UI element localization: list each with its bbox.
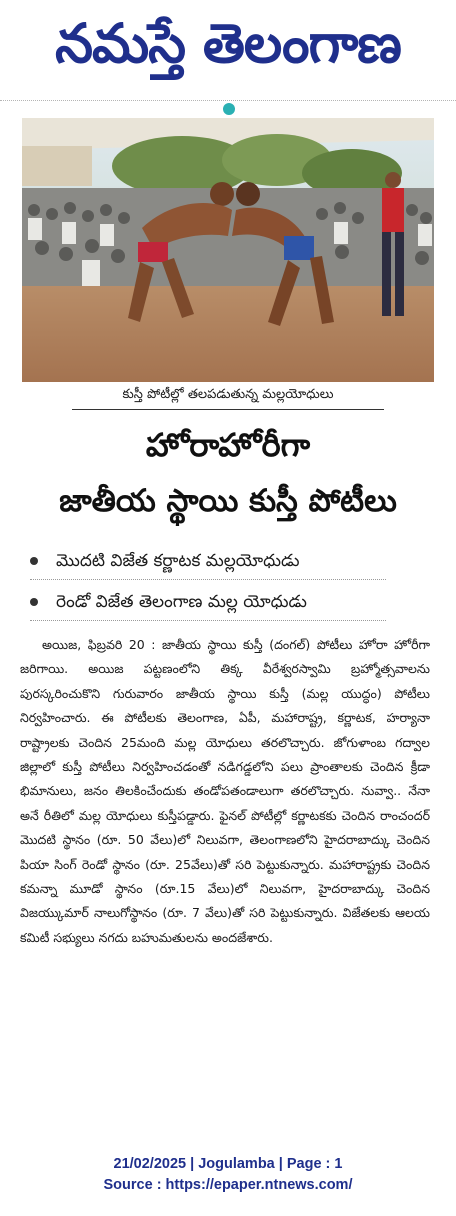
caption-underline — [72, 409, 384, 410]
accent-dot-icon — [223, 103, 235, 115]
bullet-icon — [30, 557, 38, 565]
source-link[interactable]: Source : https://epaper.ntnews.com/ — [103, 1177, 353, 1193]
highlight-bullet — [30, 545, 386, 580]
headline-line-2: జాతీయ స్థాయి కుస్తీ పోటీలు — [59, 483, 397, 519]
highlight-text: రెండో విజేత తెలంగాణ మల్ల యోధుడు — [56, 592, 307, 612]
wrestling-photo — [22, 118, 434, 382]
highlight-text: మొదటి విజేత కర్ణాటక మల్లయోధుడు — [56, 551, 300, 571]
article-paragraph: అయిజ, ఫిబ్రవరి 20 : జాతీయ స్థాయి కుస్తీ (దంగల్) పోటీలు హోరా హోరీగా జరిగాయి. అయిజ పట్టణంలోని తిక్క వీరేశ్వరస్వామి బ్రహ్మోత్సవాలను పురస్కరించుకొని గురువారం జాతీయ స్థాయి కుస్తీ (మల్ల యుద్ధం) పోటీలు నిర్వహించారు. ఈ పోటీలకు తెలంగాణ, ఏపీ, మహారాష్ట్ర, కర్ణాటక, హర్యానా రాష్ట్రాలకు చెందిన 25మంది మల్ల యోధులు తరలొచ్చారు. జోగుళాంబ గద్వాల జిల్లాలో కుస్తీ పోటీలు నిర్వహించడంతో నడిగడ్డలోని పలు ప్రాంతాలకు చెందిన క్రీడా భిమానులు, జనం తిలకించేందుకు తండోపతండాలుగా తరలొచ్చారు. నువ్వా.. నేనా అనే రీతిలో మల్ల యోధులు కుస్తీపడ్డారు. ఫైనల్ పోటీల్లో కర్ణాటకకు చెందిన రాంచందర్ మొదటి స్థానం (రూ. 50 వేలు)లో నిలువగా, తెలంగాణలోని హైదరాబాద్కు చెందిన పియా సింగ్ రెండో స్థానం (రూ. 25వేలు)తో సరి పెట్టుకున్నారు. మహారాష్ట్రకు చెందిన కమన్నా మూడో స్థానం (రూ.15 వేలు)లో నిలువగా, హైదరాబాద్కు చెందిన విజయ్కుమార్ నాలుగోస్థానం (రూ. 7 వేలు)తో సరి పెట్టుకున్నారు. విజేతలకు ఆలయ కమిటీ సభ్యులు నగదు బహుమతులను అందజేశారు. — [20, 637, 430, 945]
masthead — [0, 0, 456, 100]
masthead-divider — [0, 100, 456, 101]
newspaper-title: నమస్తే తెలంగాణ — [55, 12, 401, 75]
highlight-bullet — [30, 586, 386, 621]
edition-info: 21/02/2025 | Jogulamba | Page : 1 — [113, 1156, 343, 1172]
article-body — [20, 633, 430, 950]
headline-line-1: హోరాహోరీగా — [145, 426, 311, 464]
bullet-icon — [30, 598, 38, 606]
photo-caption: కుస్తీ పోటీల్లో తలపడుతున్న మల్లయోధులు — [122, 387, 334, 402]
